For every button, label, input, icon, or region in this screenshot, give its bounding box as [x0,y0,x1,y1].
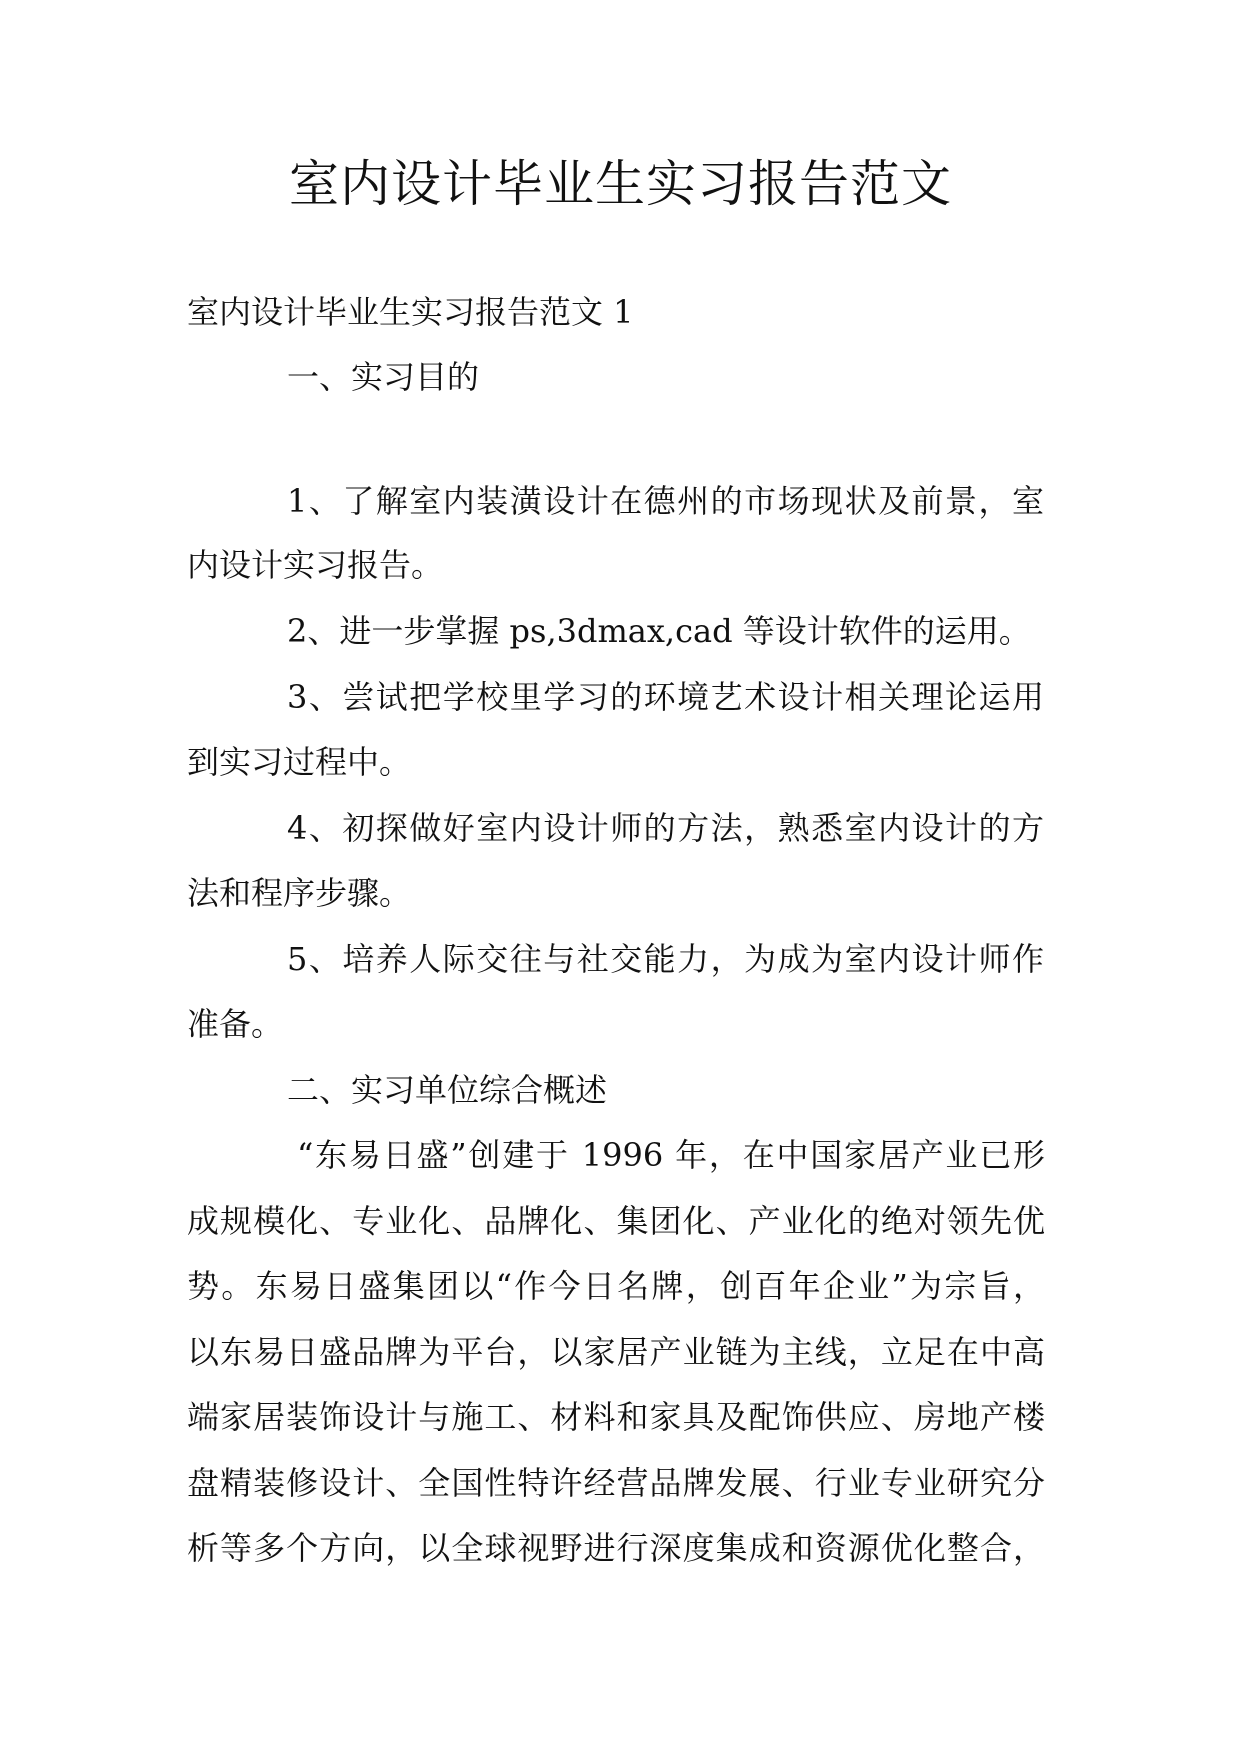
list-item-3-line-1: 3、尝试把学校里学习的环境艺术设计相关理论运用 [287,678,1044,716]
list-item-2: 2、进一步掌握 ps,3dmax,cad 等设计软件的运用。 [287,612,1031,650]
paragraph-line: 端家居装饰设计与施工、材料和家具及配饰供应、房地产楼 [187,1398,1045,1436]
list-item-1-line-1: 1、了解室内装潢设计在德州的市场现状及前景，室 [287,482,1044,520]
paragraph-line: 势。东易日盛集团以“作今日名牌，创百年企业”为宗旨， [187,1267,1045,1305]
section-heading-company-overview: 二、实习单位综合概述 [287,1071,608,1109]
list-item-5-line-2: 准备。 [187,1005,284,1043]
list-item-1-line-2: 内设计实习报告。 [187,546,444,584]
list-item-4-line-1: 4、初探做好室内设计师的方法，熟悉室内设计的方 [287,809,1044,847]
document-subtitle: 室内设计毕业生实习报告范文 1 [187,293,634,331]
paragraph-line: “东易日盛”创建于 1996 年，在中国家居产业已形 [297,1136,1045,1174]
paragraph-line: 成规模化、专业化、品牌化、集团化、产业化的绝对领先优 [187,1202,1045,1240]
paragraph-line: 析等多个方向，以全球视野进行深度集成和资源优化整合， [187,1529,1045,1567]
list-item-3-line-2: 到实习过程中。 [187,743,412,781]
list-item-5-line-1: 5、培养人际交往与社交能力，为成为室内设计师作 [287,940,1044,978]
list-item-4-line-2: 法和程序步骤。 [187,874,412,912]
document-title: 室内设计毕业生实习报告范文 [289,155,952,213]
paragraph-line: 盘精装修设计、全国性特许经营品牌发展、行业专业研究分 [187,1464,1045,1502]
paragraph-line: 以东易日盛品牌为平台，以家居产业链为主线，立足在中高 [187,1333,1045,1371]
section-heading-purpose: 一、实习目的 [287,358,480,396]
